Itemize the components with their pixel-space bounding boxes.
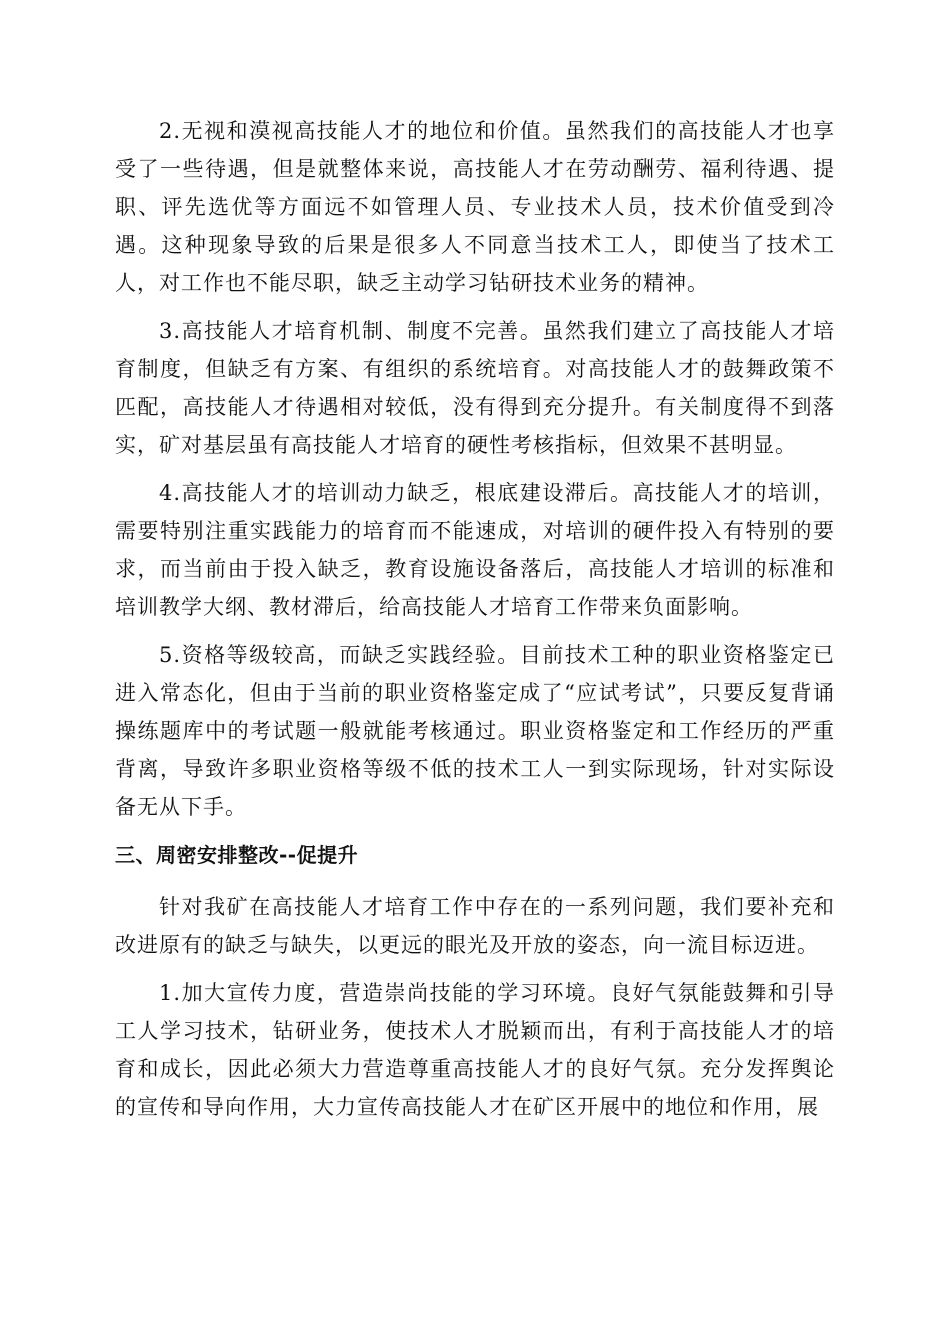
section-heading: 三、周密安排整改--促提升 — [115, 843, 359, 867]
paragraph-intro: 针对我矿在高技能人才培育工作中存在的一系列问题，我们要补充和改进原有的缺乏与缺失，以更远的眼光及开放的姿态，向一流目标迈进。 — [115, 895, 835, 957]
document-page — [115, 112, 835, 1136]
paragraph-point-4: 4.高技能人才的培训动力缺乏，根底建设滞后。高技能人才的培训，需要特别注重实践能力的培育而不能速成，对培训的硬件投入有特别的要求，而当前由于投入缺乏，教育设施设备落后，高技能人才培训的标准和培训教学大纲、教材滞后，给高技能人才培育工作带来负面影响。 — [115, 481, 835, 619]
paragraph-measure-1: 1.加大宣传力度，营造崇尚技能的学习环境。良好气氛能鼓舞和引导工人学习技术，钻研业务，使技术人才脱颖而出，有利于高技能人才的培育和成长，因此必须大力营造尊重高技能人才的良好气氛。充分发挥舆论的宣传和导向作用，大力宣传高技能人才在矿区开展中的地位和作用，展 — [115, 981, 835, 1119]
paragraph-point-5: 5.资格等级较高，而缺乏实践经验。目前技术工种的职业资格鉴定已进入常态化，但由于当前的职业资格鉴定成了“应试考试”，只要反复背诵操练题库中的考试题一般就能考核通过。职业资格鉴定和工作经历的严重背离，导致许多职业资格等级不低的技术工人一到实际现场，针对实际设备无从下手。 — [115, 643, 835, 819]
paragraph-point-3: 3.高技能人才培育机制、制度不完善。虽然我们建立了高技能人才培育制度，但缺乏有方案、有组织的系统培育。对高技能人才的鼓舞政策不匹配，高技能人才待遇相对较低，没有得到充分提升。有关制度得不到落实，矿对基层虽有高技能人才培育的硬性考核指标，但效果不甚明显。 — [115, 319, 835, 457]
paragraph-point-2: 2.无视和漠视高技能人才的地位和价值。虽然我们的高技能人才也享受了一些待遇，但是就整体来说，高技能人才在劳动酬劳、福利待遇、提职、评先选优等方面远不如管理人员、专业技术人员，技术价值受到冷遇。这种现象导致的后果是很多人不同意当技术工人，即使当了技术工人，对工作也不能尽职，缺乏主动学习钻研技术业务的精神。 — [115, 119, 835, 295]
